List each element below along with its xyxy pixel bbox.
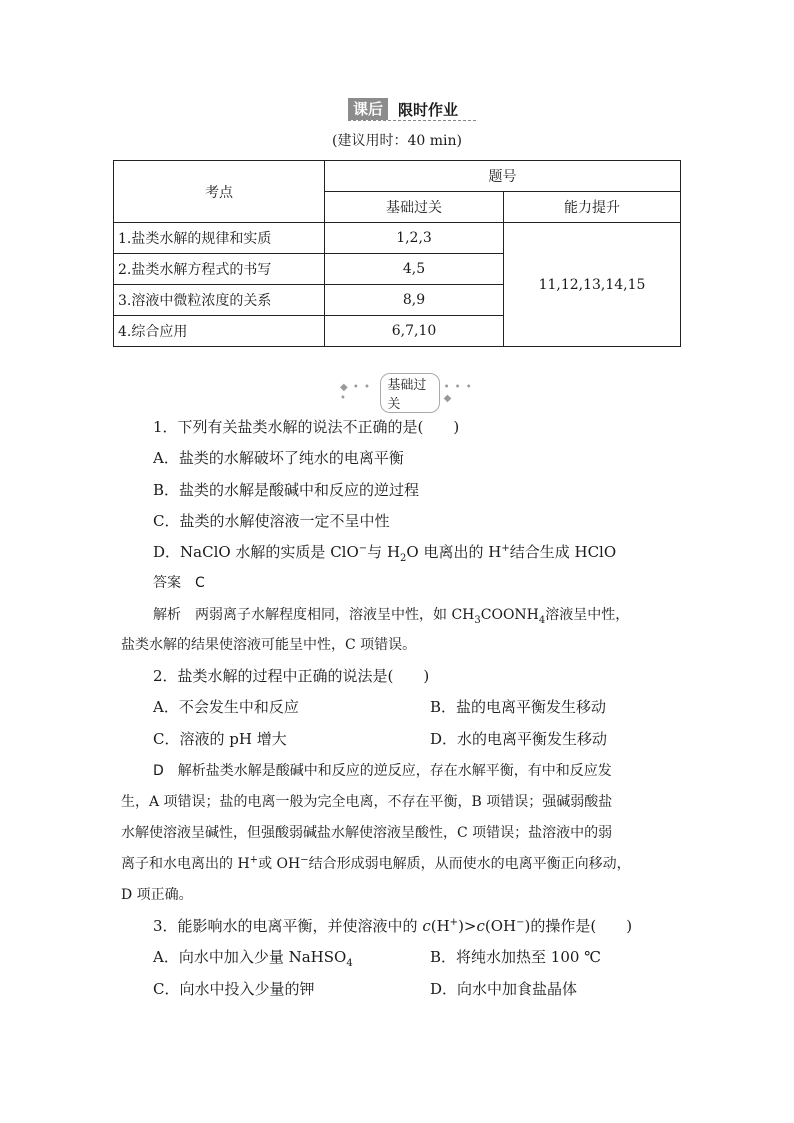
section-label: 基础过关 (380, 373, 439, 413)
advanced-questions: 11,12,13,14,15 (504, 223, 681, 347)
q1-option-a: A．盐类的水解破坏了纯水的电离平衡 (153, 449, 404, 467)
banner-dots-left-icon: ◆ • • • (340, 382, 371, 404)
explanation-label: 解析 (177, 763, 206, 779)
suggested-time: (建议用时：40 min) (332, 133, 462, 149)
header-basic: 基础过关 (325, 192, 504, 223)
table-row-topic: 1.盐类水解的规律和实质 (114, 223, 325, 254)
header-tihao: 题号 (325, 161, 681, 192)
banner-dots-right-icon: • • • ◆ (443, 382, 473, 404)
header-underline (348, 120, 476, 121)
q2-explanation-line4: 离子和水电离出的 H+或 OH−结合形成弱电解质，从而使水的电离平衡正向移动， (121, 854, 631, 872)
table-row-basic: 1,2,3 (325, 223, 504, 254)
section-banner (340, 378, 480, 412)
q2-option-a: A．不会发生中和反应 (153, 698, 299, 716)
q2-explanation-line5: D 项正确。 (121, 887, 193, 903)
table-row-topic: 2.盐类水解方程式的书写 (114, 254, 325, 285)
answer-value: C (195, 575, 205, 591)
q2-explanation-line1: D 解析盐类水解是酸碱中和反应的逆反应，存在水解平衡，有中和反应发 (153, 763, 612, 779)
table-row-basic: 8,9 (325, 285, 504, 316)
table-row-topic: 4.综合应用 (114, 316, 325, 347)
answer-label: 答案 (153, 575, 181, 591)
q3-stem: 3．能影响水的电离平衡，并使溶液中的 c(H+)>c(OH−)的操作是( ) (153, 917, 633, 935)
q2-option-c: C．溶液的 pH 增大 (153, 730, 287, 748)
q3-option-a: A．向水中加入少量 NaHSO$_4$ (153, 948, 353, 969)
q2-option-b: B．盐的电离平衡发生移动 (430, 698, 607, 716)
q1-answer (153, 572, 205, 592)
q3-option-b: B．将纯水加热至 100 ℃ (430, 948, 601, 966)
header-advanced: 能力提升 (504, 192, 681, 223)
table-row-basic: 6,7,10 (325, 316, 504, 347)
q1-explanation-line2: 盐类水解的结果使溶液可能呈中性，C 项错误。 (121, 637, 417, 653)
header-badge: 课后 (348, 98, 388, 120)
q2-stem: 2．盐类水解的过程中正确的说法是( ) (153, 667, 430, 685)
table-row-basic: 4,5 (325, 254, 504, 285)
topic-table (113, 160, 681, 347)
header-title: 限时作业 (398, 100, 459, 119)
q2-explanation-line3: 水解使溶液呈碱性，但强酸弱碱盐水解使溶液呈酸性，C 项错误；盐溶液中的弱 (121, 825, 613, 841)
q3-option-c: C．向水中投入少量的钾 (153, 980, 315, 998)
table-row-topic: 3.溶液中微粒浓度的关系 (114, 285, 325, 316)
q2-option-d: D．水的电离平衡发生移动 (430, 730, 608, 748)
q1-option-d: D．NaClO 水解的实质是 ClO−与 $H_2O$ 电离出的 H+结合生成 HClO (153, 543, 617, 564)
q2-explanation-line2: 生，A 项错误；盐的电离一般为完全电离，不存在平衡，B 项错误；强碱弱酸盐 (121, 794, 613, 810)
answer-value: D (153, 763, 164, 779)
explanation-label: 解析 (153, 607, 181, 623)
q1-option-b: B．盐类的水解是酸碱中和反应的逆过程 (153, 481, 420, 499)
q1-explanation-line1: 解析 两弱离子水解程度相同，溶液呈中性，如 $CH_3COONH_4$溶液呈中性， (153, 607, 630, 626)
q1-option-c: C．盐类的水解使溶液一定不呈中性 (153, 512, 390, 530)
worksheet-header (348, 98, 458, 120)
header-kaodian: 考点 (114, 161, 325, 223)
q3-option-d: D．向水中加食盐晶体 (430, 980, 578, 998)
q1-stem: 1．下列有关盐类水解的说法不正确的是( ) (153, 418, 460, 436)
